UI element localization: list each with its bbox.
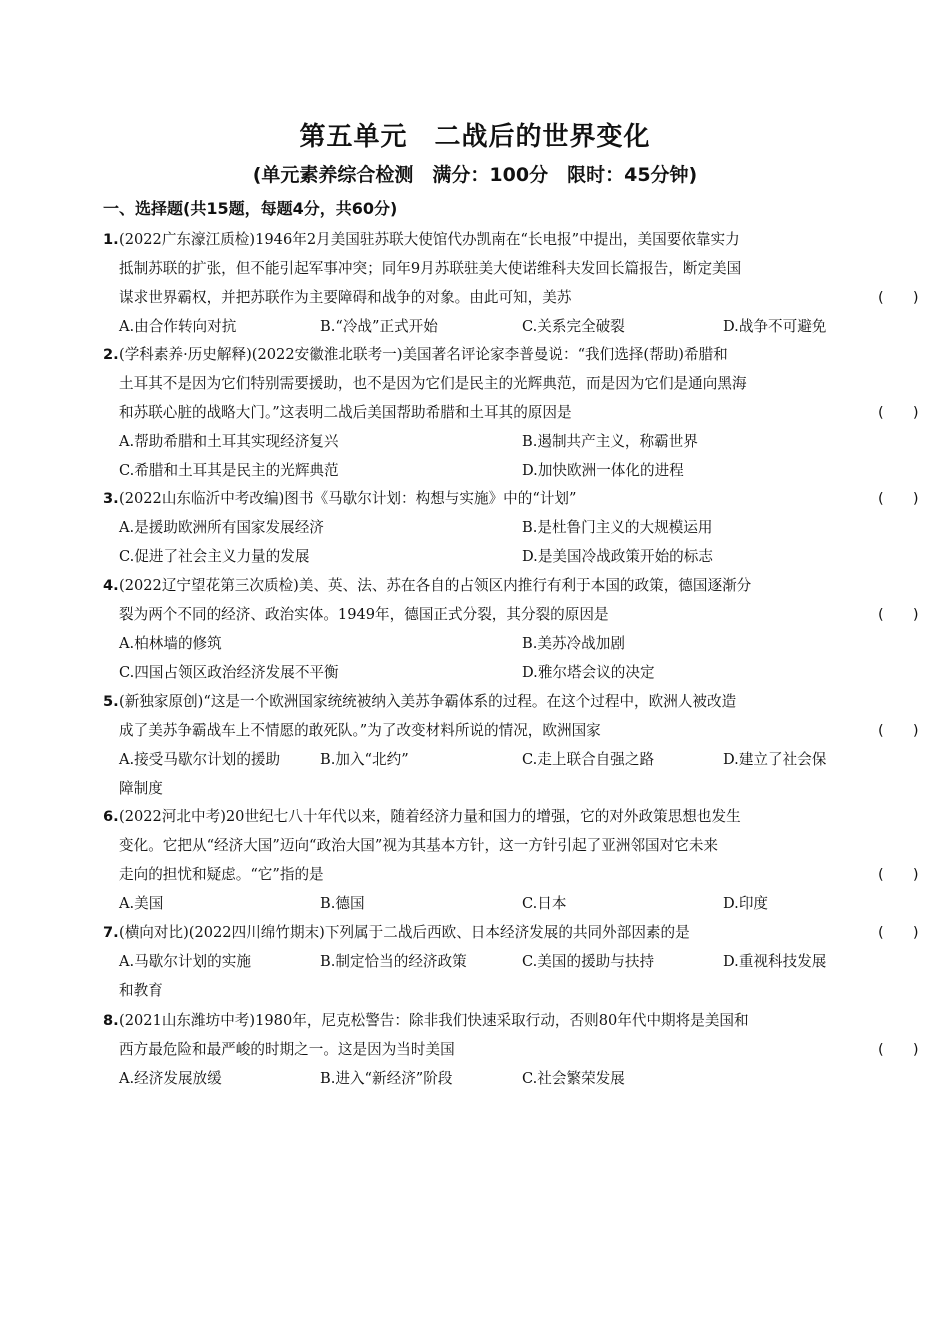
option-a[interactable]: A.帮助希腊和土耳其实现经济复兴: [119, 433, 339, 450]
option-b[interactable]: B.美苏冷战加剧: [522, 635, 625, 652]
question-stem-line: 西方最危险和最严峻的时期之一。这是因为当时美国: [119, 1041, 455, 1058]
question-number: 1.: [103, 231, 119, 248]
question-number: 8.: [103, 1012, 119, 1029]
question-stem-line: (横向对比)(2022四川绵竹期末)下列属于二战后西欧、日本经济发展的共同外部因素的是: [119, 924, 690, 941]
question-stem-line: 土耳其不是因为它们特别需要援助，也不是因为它们是民主的光辉典范，而是因为它们是通向黑海: [119, 375, 747, 392]
answer-blank[interactable]: ( ): [878, 722, 919, 739]
section-heading: 一、选择题(共15题，每题4分，共60分): [103, 199, 398, 218]
option-d[interactable]: D.印度: [723, 895, 769, 912]
question-number: 7.: [103, 924, 119, 941]
page-subtitle: (单元素养综合检测 满分：100分 限时：45分钟): [252, 164, 698, 186]
option-c[interactable]: C.希腊和土耳其是民主的光辉典范: [119, 462, 339, 479]
question-stem-line: (新独家原创)“这是一个欧洲国家统统被纳入美苏争霸体系的过程。在这个过程中，欧洲人被改造: [119, 693, 737, 710]
question-1: [103, 225, 919, 341]
question-stem-line: (2021山东潍坊中考)1980年，尼克松警告：除非我们快速采取行动，否则80年代中期将是美国和: [119, 1012, 749, 1029]
question-number: 2.: [103, 346, 119, 363]
option-a[interactable]: A.柏林墙的修筑: [119, 635, 222, 652]
question-3: [103, 484, 919, 571]
option-b[interactable]: B.加入“北约”: [320, 751, 409, 768]
option-c[interactable]: C.美国的援助与扶持: [522, 953, 655, 970]
answer-blank[interactable]: ( ): [878, 289, 919, 306]
option-a[interactable]: A.接受马歇尔计划的援助: [119, 751, 281, 768]
question-stem-line: 变化。它把从“经济大国”迈向“政治大国”视为其基本方针，这一方针引起了亚洲邻国对它未来: [119, 837, 719, 854]
option-c[interactable]: C.日本: [522, 895, 567, 912]
answer-blank[interactable]: ( ): [878, 490, 919, 507]
question-stem-line: 成了美苏争霸战车上不情愿的敢死队。”为了改变材料所说的情况，欧洲国家: [119, 722, 601, 739]
option-a[interactable]: A.马歇尔计划的实施: [119, 953, 251, 970]
question-stem-line: (2022山东临沂中考改编)图书《马歇尔计划：构想与实施》中的“计划”: [119, 490, 577, 507]
page-title: 第五单元 二战后的世界变化: [299, 122, 651, 152]
option-c[interactable]: C.四国占领区政治经济发展不平衡: [119, 664, 339, 681]
option-b[interactable]: B.遏制共产主义，称霸世界: [522, 433, 698, 450]
option-d[interactable]: D.是美国冷战政策开始的标志: [522, 548, 713, 565]
option-c[interactable]: C.走上联合自强之路: [522, 751, 655, 768]
question-stem-line: (2022辽宁望花第三次质检)美、英、法、苏在各自的占领区内推行有利于本国的政策，德国逐渐分: [119, 577, 752, 594]
question-stem-line: 裂为两个不同的经济、政治实体。1949年，德国正式分裂，其分裂的原因是: [119, 606, 609, 623]
option-a[interactable]: A.是援助欧洲所有国家发展经济: [119, 519, 324, 536]
option-b[interactable]: B.制定恰当的经济政策: [320, 953, 467, 970]
answer-blank[interactable]: ( ): [878, 606, 919, 623]
question-stem-line: (2022广东濠江质检)1946年2月美国驻苏联大使馆代办凯南在“长电报”中提出，美国要依靠实力: [119, 231, 740, 248]
option-b[interactable]: B.德国: [320, 895, 365, 912]
option-d-continuation: 和教育: [119, 982, 163, 999]
option-d[interactable]: D.雅尔塔会议的决定: [522, 664, 655, 681]
question-5: [103, 687, 919, 803]
question-6: [103, 802, 919, 918]
question-8: [103, 1006, 919, 1093]
question-stem-line: 谋求世界霸权，并把苏联作为主要障碍和战争的对象。由此可知，美苏: [119, 289, 572, 306]
question-4: [103, 571, 919, 687]
option-a[interactable]: A.由合作转向对抗: [119, 318, 237, 335]
option-d[interactable]: D.战争不可避免: [723, 318, 827, 335]
answer-blank[interactable]: ( ): [878, 866, 919, 883]
question-stem-line: 和苏联心脏的战略大门。”这表明二战后美国帮助希腊和土耳其的原因是: [119, 404, 572, 421]
option-a[interactable]: A.经济发展放缓: [119, 1070, 222, 1087]
option-c[interactable]: C.促进了社会主义力量的发展: [119, 548, 310, 565]
question-2: [103, 340, 919, 485]
option-d[interactable]: D.建立了社会保: [723, 751, 827, 768]
answer-blank[interactable]: ( ): [878, 924, 919, 941]
option-a[interactable]: A.美国: [119, 895, 164, 912]
option-c[interactable]: C.社会繁荣发展: [522, 1070, 625, 1087]
question-7: [103, 918, 919, 1005]
question-number: 5.: [103, 693, 119, 710]
question-stem-line: 走向的担忧和疑虑。“它”指的是: [119, 866, 324, 883]
option-c[interactable]: C.关系完全破裂: [522, 318, 625, 335]
question-number: 3.: [103, 490, 119, 507]
question-number: 6.: [103, 808, 119, 825]
question-stem-line: (学科素养·历史解释)(2022安徽淮北联考一)美国著名评论家李普曼说：“我们选择(帮助)希腊和: [119, 346, 728, 363]
option-d[interactable]: D.重视科技发展: [723, 953, 827, 970]
question-stem-line: 抵制苏联的扩张，但不能引起军事冲突；同年9月苏联驻美大使诺维科夫发回长篇报告，断定美国: [119, 260, 742, 277]
option-b[interactable]: B.是杜鲁门主义的大规模运用: [522, 519, 713, 536]
option-d-continuation: 障制度: [119, 780, 163, 797]
answer-blank[interactable]: ( ): [878, 404, 919, 421]
answer-blank[interactable]: ( ): [878, 1041, 919, 1058]
option-d[interactable]: D.加快欧洲一体化的进程: [522, 462, 684, 479]
option-b[interactable]: B.“冷战”正式开始: [320, 318, 438, 335]
question-stem-line: (2022河北中考)20世纪七八十年代以来，随着经济力量和国力的增强，它的对外政策思想也发生: [119, 808, 741, 825]
question-number: 4.: [103, 577, 119, 594]
option-b[interactable]: B.进入“新经济”阶段: [320, 1070, 453, 1087]
